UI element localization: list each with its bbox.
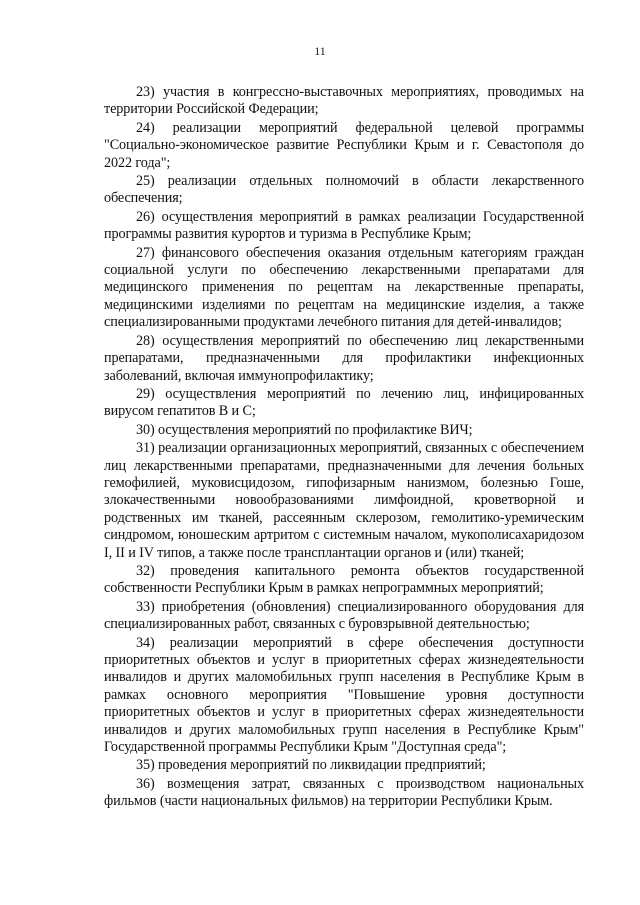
list-item: 32) проведения капитального ремонта объектов государственной собственности Республики Крым в рамках непрограммных мероприятий;	[104, 562, 584, 597]
document-body	[104, 84, 584, 812]
list-item: 26) осуществления мероприятий в рамках реализации Государственной программы развития курортов и туризма в Республике Крым;	[104, 208, 584, 243]
list-item: 33) приобретения (обновления) специализированного оборудования для специализированных работ, связанных с буровзрывной деятельностью;	[104, 598, 584, 633]
list-item: 31) реализации организационных мероприятий, связанных с обеспечением лиц лекарственными препаратами, предназначенными для лечения больных гемофилией, муковисцидозом, гипофизарным нанизмом, болезнью Гоше, злокачественными новообразованиями лимфоидной, кроветворной и родственных им тканей, рассеянным склерозом, гемолитико-уремическим синдромом, юношеским артритом с системным началом, мукополисахаридозом I, II и IV типов, а также после трансплантации органов и (или) тканей;	[104, 440, 584, 561]
list-item: 29) осуществления мероприятий по лечению лиц, инфицированных вирусом гепатитов В и С;	[104, 385, 584, 420]
list-item: 24) реализации мероприятий федеральной целевой программы "Социально-экономическое развитие Республики Крым и г. Севастополя до 2022 года";	[104, 119, 584, 171]
list-item: 35) проведения мероприятий по ликвидации предприятий;	[136, 757, 486, 774]
list-item: 25) реализации отдельных полномочий в области лекарственного обеспечения;	[104, 173, 584, 207]
list-item: 23) участия в конгрессно-выставочных мероприятиях, проводимых на территории Российской Федерации;	[104, 84, 584, 118]
list-item: 27) финансового обеспечения оказания отдельным категориям граждан социальной услуги по обеспечению лекарственными препаратами для медицинского применения по рецептам на лекарственные препараты, медицинскими изделиями по рецептам на медицинские изделия, а также специализированными продуктами лечебного питания для детей-инвалидов;	[104, 244, 584, 331]
list-item: 36) возмещения затрат, связанных с производством национальных фильмов (части национальных фильмов) на территории Республики Крым.	[104, 775, 584, 810]
list-item: 30) осуществления мероприятий по профилактике ВИЧ;	[136, 421, 473, 438]
list-item: 28) осуществления мероприятий по обеспечению лиц лекарственными препаратами, предназначенными для профилактики инфекционных заболеваний, включая иммунопрофилактику;	[104, 332, 584, 384]
list-item: 34) реализации мероприятий в сфере обеспечения доступности приоритетных объектов и услуг в приоритетных сферах жизнедеятельности инвалидов и других маломобильных групп населения в Республике Крым в рамках основного мероприятия "Повышение уровня доступности приоритетных объектов и услуг в приоритетных сферах жизнедеятельности инвалидов и других маломобильных групп населения в Республике Крым" Государственной программы Республики Крым "Доступная среда";	[104, 634, 584, 756]
page-number: 11	[314, 44, 326, 58]
